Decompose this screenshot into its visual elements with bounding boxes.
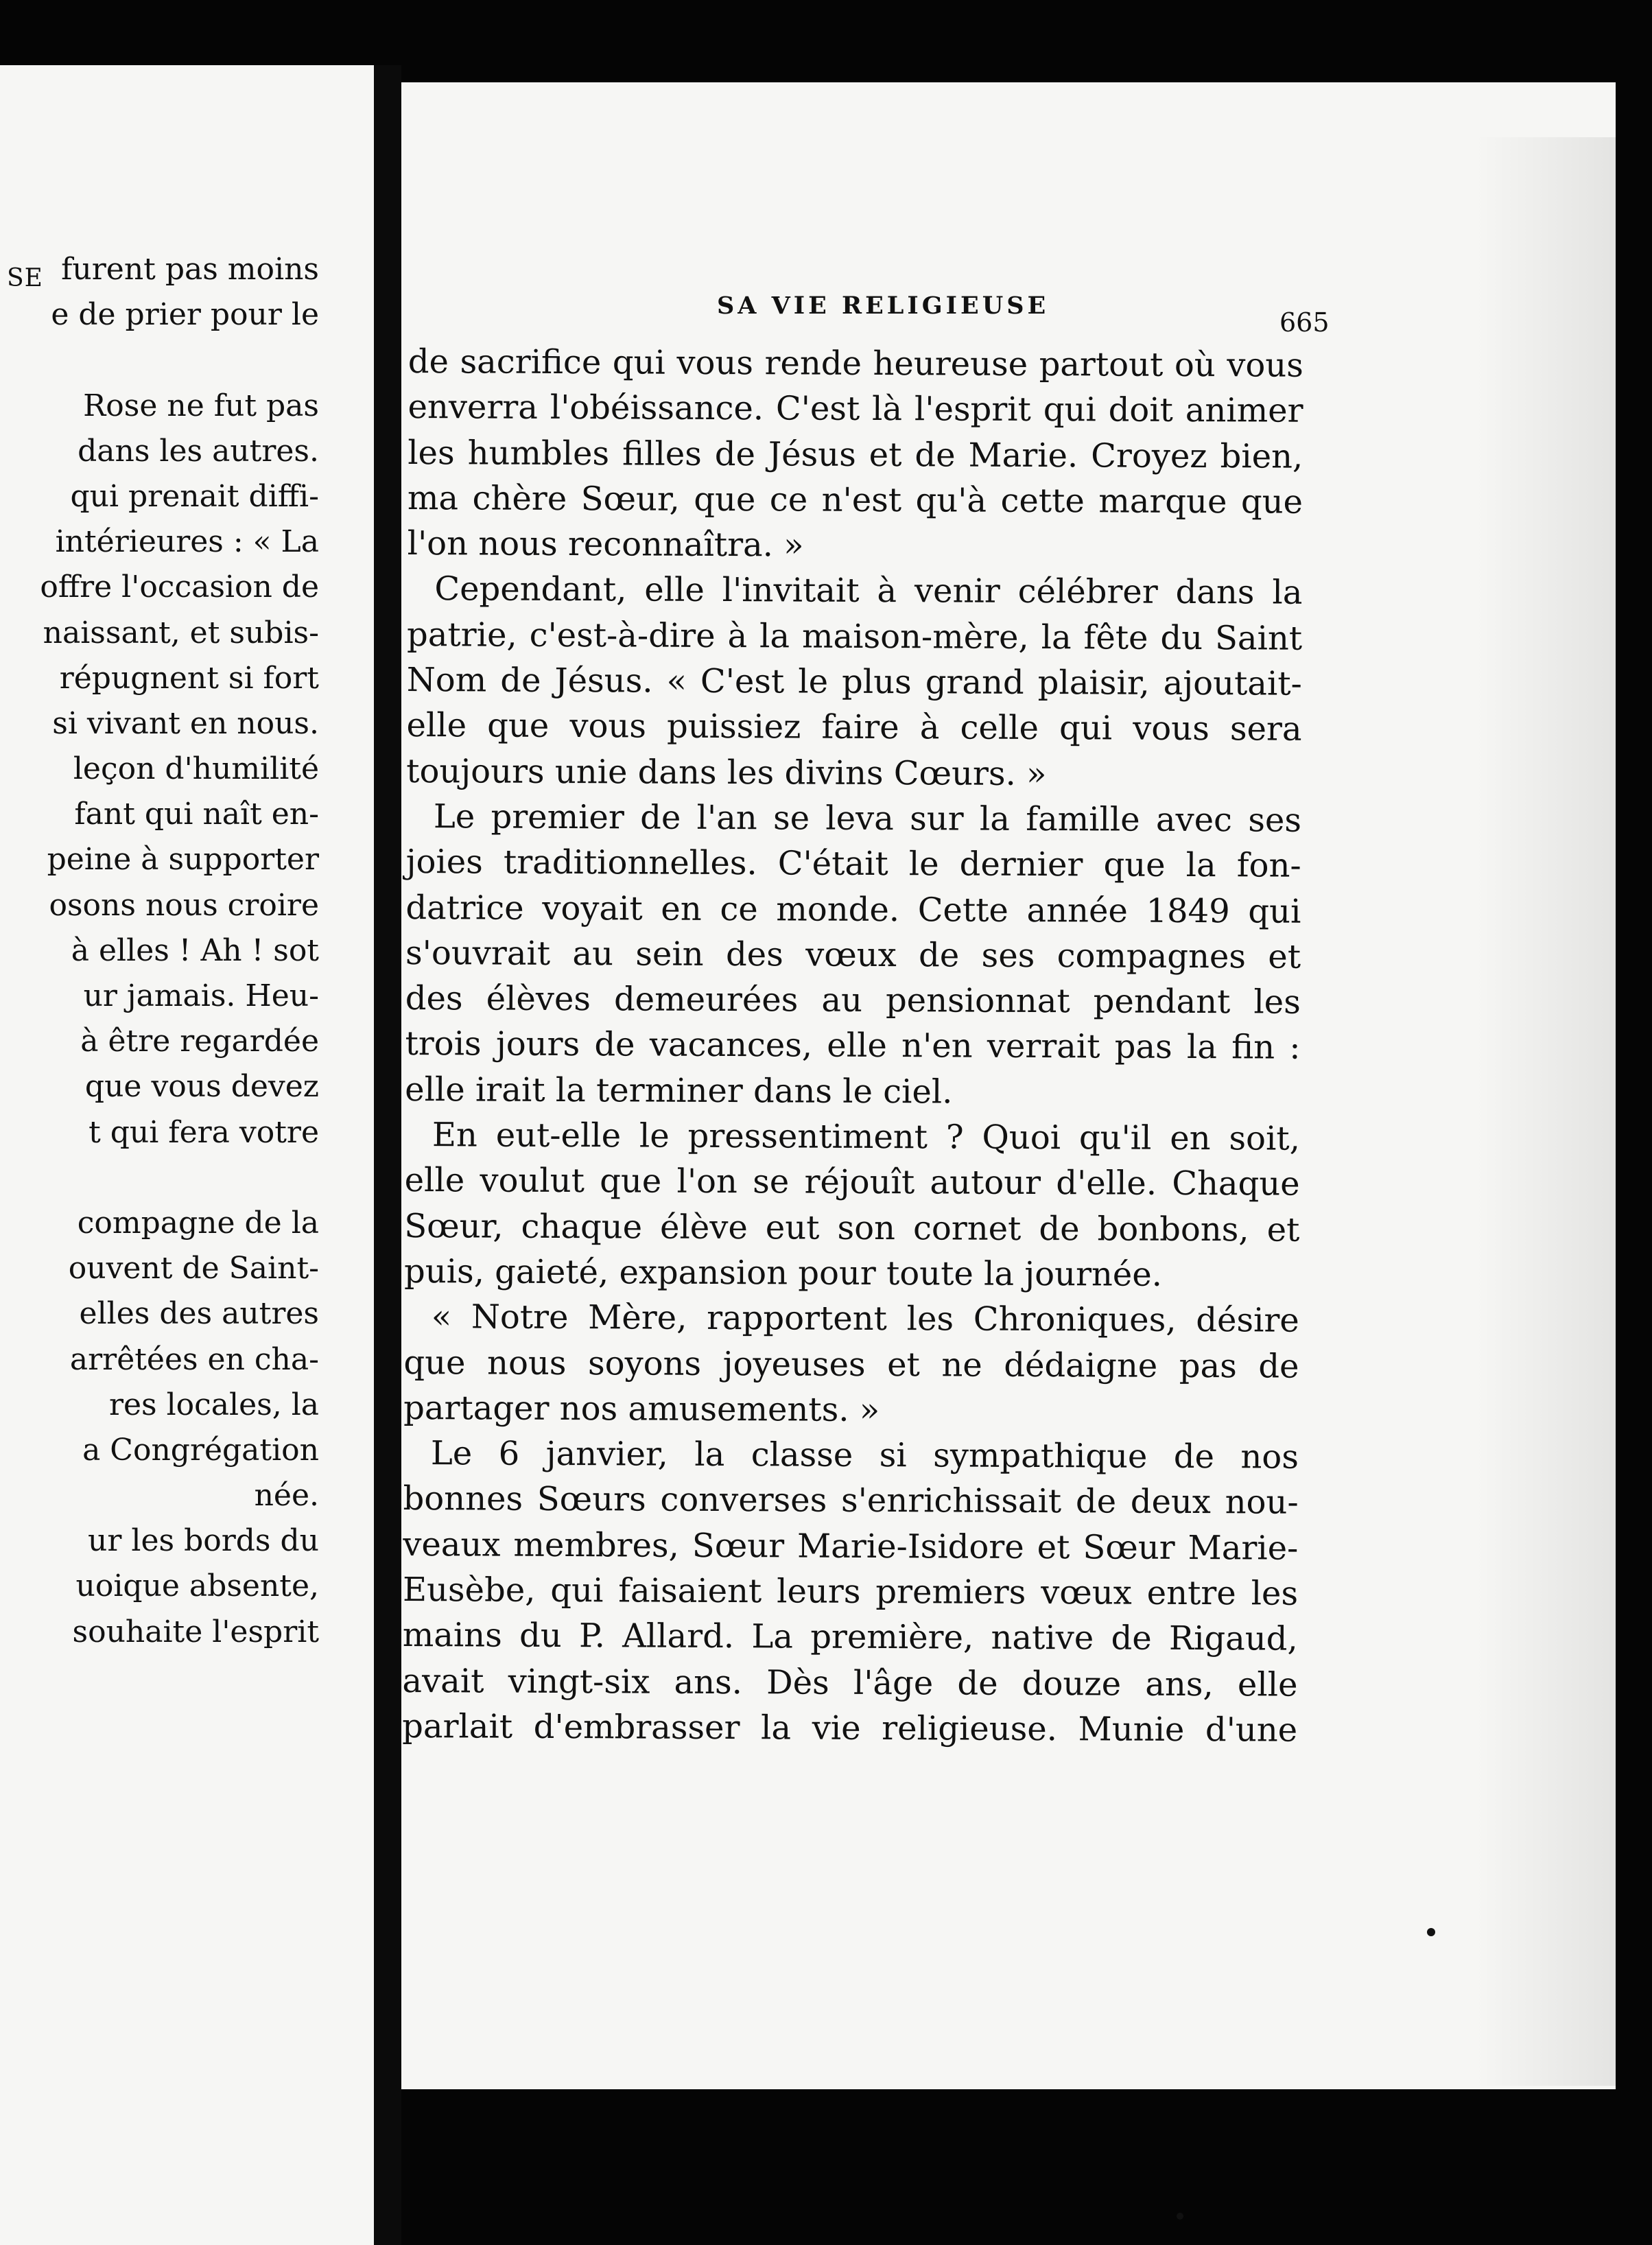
left-line xyxy=(0,1155,319,1201)
left-line: e de prier pour le xyxy=(51,297,319,333)
left-line: a Congrégation xyxy=(82,1432,319,1468)
left-line: ur les bords du xyxy=(88,1523,319,1559)
left-page-text xyxy=(0,247,319,1655)
body-line: « Notre Mère, rapportent les Chroniques, désire xyxy=(431,1297,1299,1340)
book-gutter xyxy=(374,65,401,2245)
left-line: compagne de la xyxy=(77,1205,319,1241)
left-line: t qui fera votre xyxy=(88,1114,319,1150)
body-line: les humbles filles de Jésus et de Marie. Croyez bien, xyxy=(408,433,1303,476)
body-line: avait vingt-six ans. Dès l'âge de douze ans, elle xyxy=(402,1661,1298,1704)
body-line: parlait d'embrasser la vie religieuse. Munie d'une xyxy=(402,1706,1298,1750)
body-line: l'on nous reconnaîtra. » xyxy=(407,524,804,565)
left-line: osons nous croire xyxy=(49,887,319,923)
left-line: naissant, et subis- xyxy=(43,615,319,650)
body-line: puis, gaieté, expansion pour toute la journée. xyxy=(403,1251,1163,1294)
body-line: toujours unie dans les divins Cœurs. » xyxy=(406,751,1047,793)
left-line: née. xyxy=(254,1478,319,1514)
page-edge-shadow xyxy=(1475,137,1622,2086)
left-line: ouvent de Saint- xyxy=(68,1251,319,1286)
running-head: SA VIE RELIGIEUSE xyxy=(717,292,1050,320)
body-line: joies traditionnelles. C'était le dernier que la fon- xyxy=(405,843,1301,885)
left-line xyxy=(0,338,319,383)
body-line: elle irait la terminer dans le ciel. xyxy=(405,1070,953,1112)
left-line: peine à supporter xyxy=(47,842,319,878)
left-line: ur jamais. Heu- xyxy=(83,978,319,1013)
body-line: s'ouvrait au sein des vœux de ses compagnes et xyxy=(405,933,1301,976)
body-line: bonnes Sœurs converses s'enrichissait de deux nou- xyxy=(403,1479,1299,1523)
left-line: res locales, la xyxy=(108,1387,319,1422)
body-line: veaux membres, Sœur Marie-Isidore et Sœur Marie- xyxy=(403,1525,1299,1568)
body-line: Nom de Jésus. « C'est le plus grand plaisir, ajoutait- xyxy=(406,661,1302,703)
body-line: elle voulut que l'on se réjouît autour d'elle. Chaque xyxy=(404,1161,1300,1204)
body-line: mains du P. Allard. La première, native de Rigaud, xyxy=(402,1616,1298,1658)
body-line: partager nos amusements. » xyxy=(403,1388,880,1429)
body-line: Le premier de l'an se leva sur la famille avec ses xyxy=(433,797,1302,840)
left-line: qui prenait diffi- xyxy=(70,478,319,514)
left-line: souhaite l'esprit xyxy=(72,1614,319,1649)
body-line: Eusèbe, qui faisaient leurs premiers vœux entre les xyxy=(402,1570,1299,1613)
left-line: intérieures : « La xyxy=(55,524,319,560)
left-running-head: SE xyxy=(7,264,43,292)
left-line: arrêtées en cha- xyxy=(69,1341,319,1377)
left-line: si vivant en nous. xyxy=(52,705,319,741)
body-line: enverra l'obéissance. C'est là l'esprit qui doit animer xyxy=(408,388,1303,430)
left-line: elles des autres xyxy=(79,1296,319,1332)
left-line: dans les autres. xyxy=(78,433,319,469)
left-line: à être regardée xyxy=(80,1024,319,1059)
body-line: ma chère Sœur, que ce n'est qu'à cette marque que xyxy=(407,478,1303,521)
body-line: patrie, c'est-à-dire à la maison-mère, la fête du Saint xyxy=(406,615,1303,658)
body-line: datrice voyait en ce monde. Cette année 1849 qui xyxy=(405,888,1301,931)
body-line: trois jours de vacances, elle n'en verrait pas la fin : xyxy=(405,1024,1301,1068)
left-line: répugnent si fort xyxy=(59,660,319,696)
body-line: Cependant, elle l'invitait à venir célébrer dans la xyxy=(434,569,1303,613)
scan-speck xyxy=(1177,2213,1183,2220)
left-line: leçon d'humilité xyxy=(73,751,319,787)
left-line: offre l'occasion de xyxy=(40,569,319,605)
page-number: 665 xyxy=(1279,307,1330,338)
left-line: que vous devez xyxy=(84,1069,319,1105)
left-line: uoique absente, xyxy=(75,1568,319,1604)
body-line: elle que vous puissiez faire à celle qui vous sera xyxy=(406,706,1302,749)
body-line: de sacrifice qui vous rende heureuse partout où vous xyxy=(408,342,1303,385)
left-line: à elles ! Ah ! sot xyxy=(71,932,319,968)
scan-speck xyxy=(1427,1928,1435,1936)
body-line: Le 6 janvier, la classe si sympathique de nos xyxy=(430,1434,1299,1477)
left-line: fant qui naît en- xyxy=(74,797,319,832)
body-line: que nous soyons joyeuses et ne dédaigne pas de xyxy=(403,1343,1299,1386)
right-page-text xyxy=(402,339,1303,1753)
left-line: furent pas moins xyxy=(61,252,319,287)
body-line: En eut-elle le pressentiment ? Quoi qu'il en soit, xyxy=(432,1116,1301,1158)
body-line: des élèves demeurées au pensionnat pendant les xyxy=(405,979,1301,1022)
body-line: Sœur, chaque élève eut son cornet de bonbons, et xyxy=(404,1206,1300,1249)
left-line: Rose ne fut pas xyxy=(83,388,319,423)
